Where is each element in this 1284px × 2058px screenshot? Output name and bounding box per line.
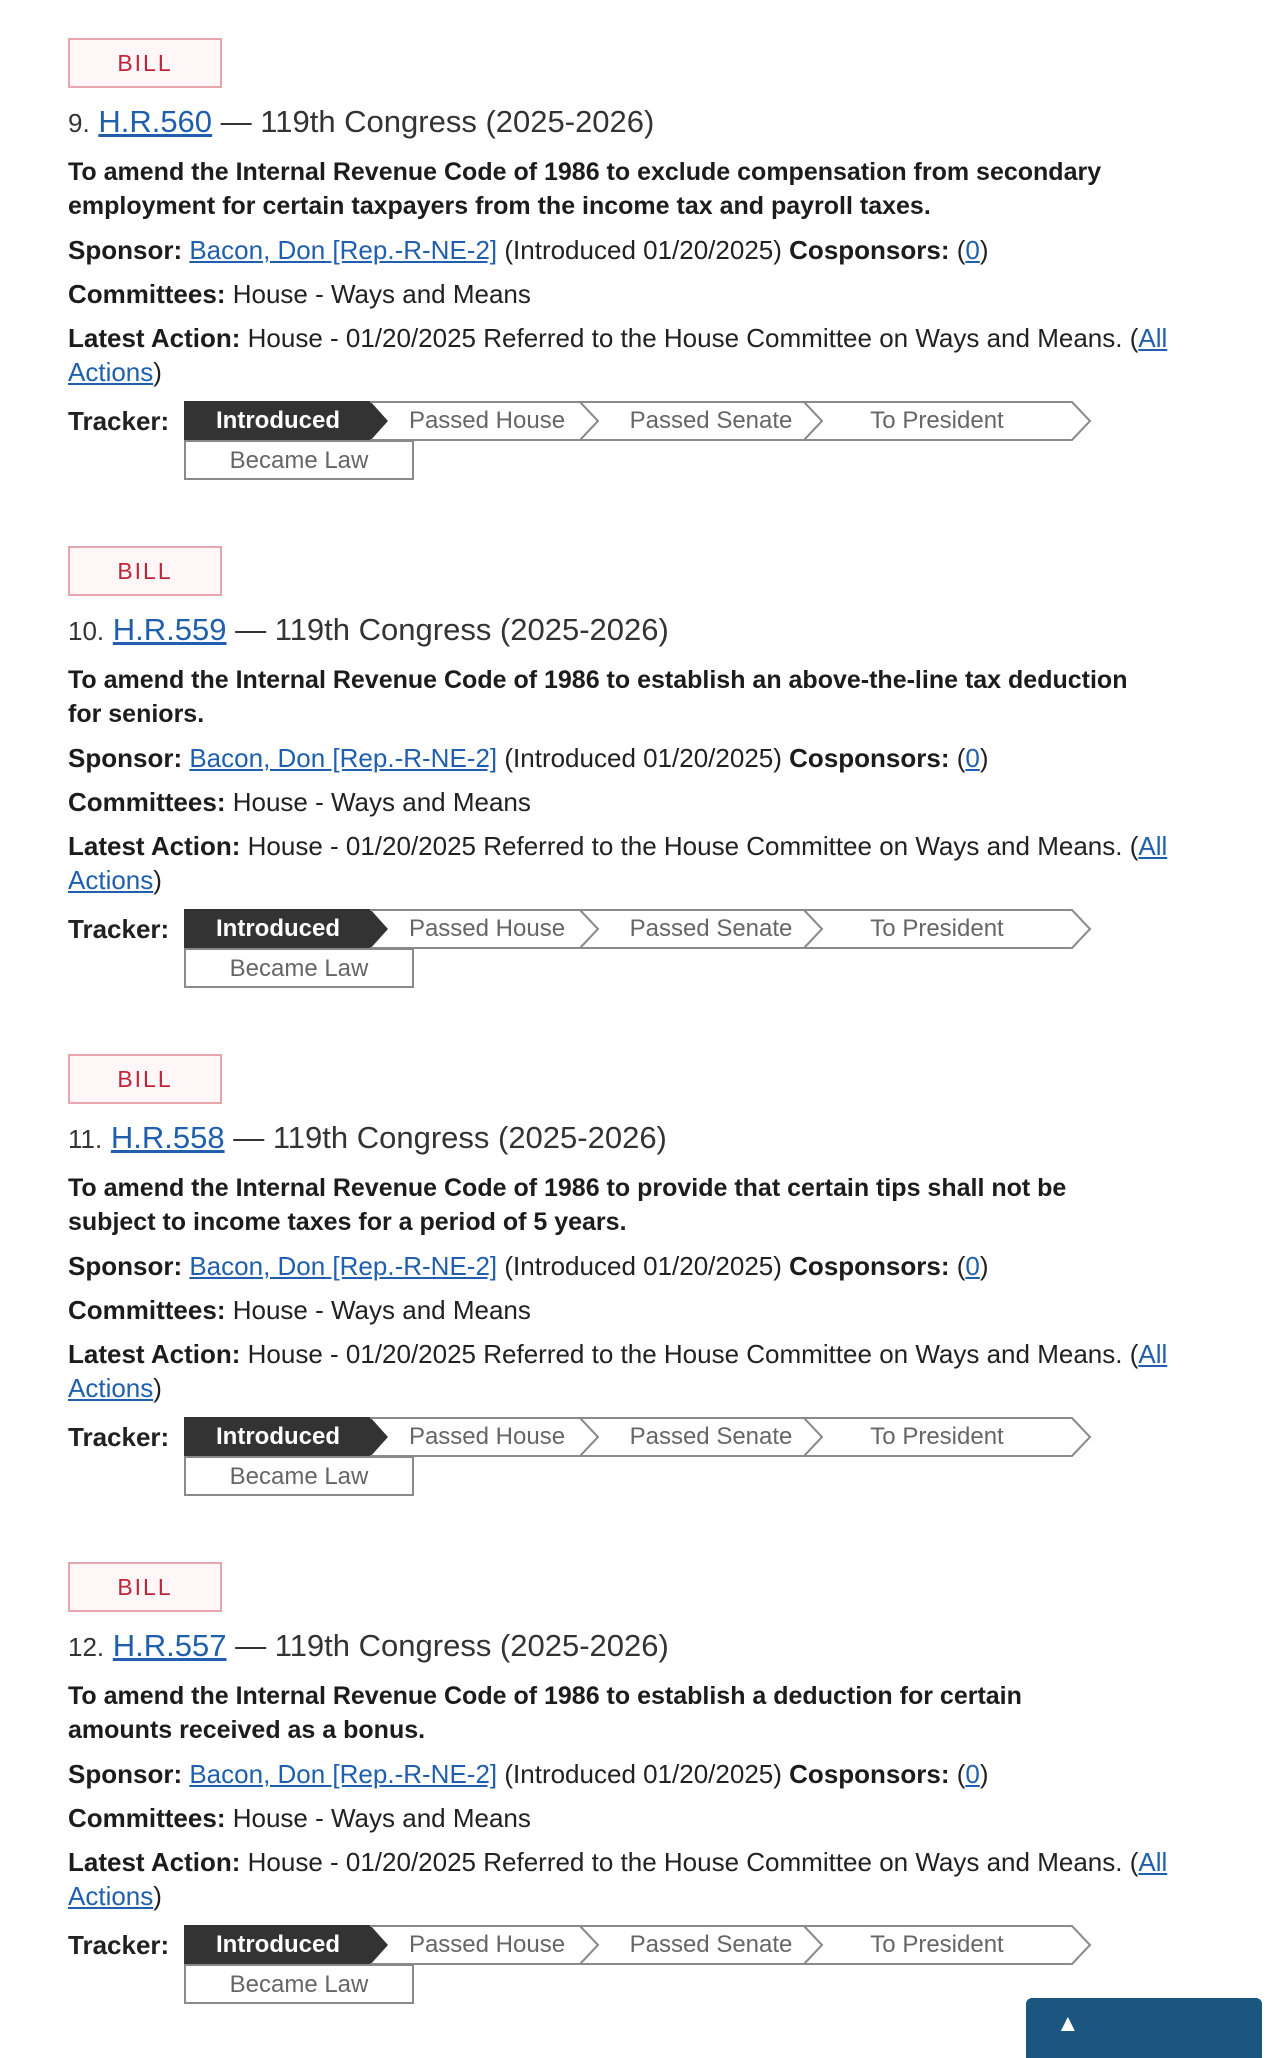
bill-type-badge: BILL xyxy=(68,38,222,88)
tracker-step-label-passed-senate: Passed Senate xyxy=(629,915,793,942)
tracker-steps xyxy=(184,909,1164,989)
bill-tracker xyxy=(68,1925,1218,2005)
bill-result-item xyxy=(68,38,1218,481)
tracker-step-label-to-president: To President xyxy=(870,1931,1004,1958)
introduced-date: (Introduced 01/20/2025) xyxy=(504,1251,782,1281)
bill-result-item xyxy=(68,546,1218,989)
result-number: 10. xyxy=(68,616,105,646)
tracker-label: Tracker: xyxy=(68,1422,170,1452)
bill-result-item xyxy=(68,1562,1218,2005)
latest-action-text: House - 01/20/2025 Referred to the House Committee on Ways and Means. xyxy=(247,1339,1123,1369)
cosponsors-count-link[interactable]: 0 xyxy=(965,235,980,265)
committees-value: House - Ways and Means xyxy=(232,787,531,817)
bill-type-badge: BILL xyxy=(68,1054,222,1104)
bill-heading xyxy=(68,610,1218,651)
committees-row xyxy=(68,277,1218,311)
latest-action-label: Latest Action: xyxy=(68,323,241,353)
bill-result-item xyxy=(68,1054,1218,1497)
tracker-step-label-to-president: To President xyxy=(870,915,1004,942)
all-actions-link[interactable]: All xyxy=(1138,831,1168,861)
bill-tracker xyxy=(68,401,1218,481)
latest-action-label: Latest Action: xyxy=(68,1339,241,1369)
all-actions-link[interactable]: Actions xyxy=(68,357,154,387)
cosponsors-count-link[interactable]: 0 xyxy=(965,743,980,773)
bill-heading xyxy=(68,102,1218,143)
sponsor-row: Sponsor: Bacon, Don [Rep.-R-NE-2] (Introduced 01/20/2025) Cosponsors: (0) xyxy=(68,1251,989,1281)
result-number: 9. xyxy=(68,108,90,138)
cosponsors-label: Cosponsors: xyxy=(789,743,950,773)
bill-title xyxy=(68,1171,1218,1239)
cosponsors-label: Cosponsors: xyxy=(789,1759,950,1789)
tracker-step-label-became-law: Became Law xyxy=(229,447,369,474)
sponsor-row: Sponsor: Bacon, Don [Rep.-R-NE-2] (Introduced 01/20/2025) Cosponsors: (0) xyxy=(68,1759,989,1789)
sponsor-row: Sponsor: Bacon, Don [Rep.-R-NE-2] (Introduced 01/20/2025) Cosponsors: (0) xyxy=(68,743,989,773)
tracker-steps xyxy=(184,1417,1164,1497)
sponsor-link[interactable]: Bacon, Don [Rep.-R-NE-2] xyxy=(189,1251,498,1281)
introduced-date: (Introduced 01/20/2025) xyxy=(504,1759,782,1789)
tracker-label: Tracker: xyxy=(68,406,170,436)
sponsor-label: Sponsor: xyxy=(68,1759,183,1789)
tracker-step-label-to-president: To President xyxy=(870,1423,1004,1450)
committees-row xyxy=(68,1293,1218,1327)
committees-value: House - Ways and Means xyxy=(232,279,531,309)
bill-number-link[interactable]: H.R.559 xyxy=(112,612,227,647)
introduced-date: (Introduced 01/20/2025) xyxy=(504,235,782,265)
sponsor-link[interactable]: Bacon, Don [Rep.-R-NE-2] xyxy=(189,743,498,773)
bill-title-line: subject to income taxes for a period of 5 years. xyxy=(68,1208,627,1236)
latest-action-row: Latest Action: House - 01/20/2025 Referred to the House Committee on Ways and Means. (All Actions) xyxy=(68,323,1168,387)
tracker-step-label-passed-senate: Passed Senate xyxy=(629,1931,793,1958)
all-actions-link[interactable]: All xyxy=(1138,1339,1168,1369)
bill-tracker xyxy=(68,1417,1218,1497)
tracker-step-label-introduced: Introduced xyxy=(216,1423,340,1450)
tracker-label: Tracker: xyxy=(68,914,170,944)
bill-title-line: To amend the Internal Revenue Code of 1986 to exclude compensation from secondary xyxy=(68,158,1102,186)
committees-row xyxy=(68,1801,1218,1835)
committees-value: House - Ways and Means xyxy=(232,1803,531,1833)
committees-label: Committees: xyxy=(68,1803,226,1833)
tracker-step-label-passed-senate: Passed Senate xyxy=(629,407,793,434)
committees-label: Committees: xyxy=(68,1295,226,1325)
all-actions-link[interactable]: Actions xyxy=(68,1373,154,1403)
cosponsors-label: Cosponsors: xyxy=(789,1251,950,1281)
result-number: 11. xyxy=(68,1124,103,1154)
sponsor-label: Sponsor: xyxy=(68,235,183,265)
bill-tracker xyxy=(68,909,1218,989)
bill-title-line: amounts received as a bonus. xyxy=(68,1716,426,1744)
tracker-steps xyxy=(184,401,1164,481)
bill-type-badge: BILL xyxy=(68,1562,222,1612)
all-actions-link[interactable]: Actions xyxy=(68,865,154,895)
cosponsors-count-link[interactable]: 0 xyxy=(965,1251,980,1281)
sponsor-row: Sponsor: Bacon, Don [Rep.-R-NE-2] (Introduced 01/20/2025) Cosponsors: (0) xyxy=(68,235,989,265)
tracker-step-label-introduced: Introduced xyxy=(216,407,340,434)
bill-heading xyxy=(68,1118,1218,1159)
sponsor-link[interactable]: Bacon, Don [Rep.-R-NE-2] xyxy=(189,1759,498,1789)
latest-action-text: House - 01/20/2025 Referred to the House Committee on Ways and Means. xyxy=(247,323,1123,353)
committees-value: House - Ways and Means xyxy=(232,1295,531,1325)
tracker-step-label-passed-senate: Passed Senate xyxy=(629,1423,793,1450)
bill-title xyxy=(68,155,1218,223)
latest-action-row: Latest Action: House - 01/20/2025 Referred to the House Committee on Ways and Means. (All Actions) xyxy=(68,1847,1168,1911)
tracker-step-label-passed-house: Passed House xyxy=(408,407,566,434)
introduced-date: (Introduced 01/20/2025) xyxy=(504,743,782,773)
tracker-step-label-to-president: To President xyxy=(870,407,1004,434)
bill-title xyxy=(68,1679,1218,1747)
congress-session: — 119th Congress (2025-2026) xyxy=(220,104,655,139)
all-actions-link[interactable]: All xyxy=(1138,1847,1168,1877)
tracker-step-label-became-law: Became Law xyxy=(229,1463,369,1490)
tracker-step-label-became-law: Became Law xyxy=(229,1971,369,1998)
committees-row xyxy=(68,785,1218,819)
congress-session: — 119th Congress (2025-2026) xyxy=(233,1120,667,1155)
tracker-label: Tracker: xyxy=(68,1930,170,1960)
cosponsors-label: Cosponsors: xyxy=(789,235,950,265)
bill-title-line: for seniors. xyxy=(68,700,205,728)
result-number: 12. xyxy=(68,1632,105,1662)
bill-title-line: To amend the Internal Revenue Code of 1986 to establish an above-the-line tax deduction xyxy=(68,666,1128,694)
latest-action-row: Latest Action: House - 01/20/2025 Referred to the House Committee on Ways and Means. (All Actions) xyxy=(68,831,1168,895)
latest-action-label: Latest Action: xyxy=(68,831,241,861)
sponsor-link[interactable]: Bacon, Don [Rep.-R-NE-2] xyxy=(189,235,498,265)
latest-action-text: House - 01/20/2025 Referred to the House Committee on Ways and Means. xyxy=(247,1847,1123,1877)
latest-action-label: Latest Action: xyxy=(68,1847,241,1877)
sponsor-label: Sponsor: xyxy=(68,743,183,773)
bill-title-line: To amend the Internal Revenue Code of 1986 to establish a deduction for certain xyxy=(68,1682,1022,1710)
tracker-steps xyxy=(184,1925,1164,2005)
sponsor-label: Sponsor: xyxy=(68,1251,183,1281)
latest-action-row: Latest Action: House - 01/20/2025 Referred to the House Committee on Ways and Means. (All Actions) xyxy=(68,1339,1168,1403)
bill-number-link[interactable]: H.R.557 xyxy=(112,1628,227,1663)
latest-action-text: House - 01/20/2025 Referred to the House Committee on Ways and Means. xyxy=(247,831,1123,861)
congress-session: — 119th Congress (2025-2026) xyxy=(235,1628,669,1663)
back-to-top-button[interactable] xyxy=(1026,1998,1262,2058)
bill-title-line: employment for certain taxpayers from the income tax and payroll taxes. xyxy=(68,192,931,220)
bill-number-link[interactable]: H.R.560 xyxy=(98,104,213,139)
cosponsors-count-link[interactable]: 0 xyxy=(965,1759,980,1789)
tracker-step-label-passed-house: Passed House xyxy=(408,1423,566,1450)
all-actions-link[interactable]: Actions xyxy=(68,1881,154,1911)
committees-label: Committees: xyxy=(68,279,226,309)
tracker-step-label-passed-house: Passed House xyxy=(408,915,566,942)
bill-title xyxy=(68,663,1218,731)
tracker-step-label-introduced: Introduced xyxy=(216,915,340,942)
bill-type-badge: BILL xyxy=(68,546,222,596)
bill-heading xyxy=(68,1626,1218,1667)
congress-session: — 119th Congress (2025-2026) xyxy=(235,612,669,647)
bill-title-line: To amend the Internal Revenue Code of 1986 to provide that certain tips shall not be xyxy=(68,1174,1067,1202)
committees-label: Committees: xyxy=(68,787,226,817)
tracker-step-label-introduced: Introduced xyxy=(216,1931,340,1958)
bill-number-link[interactable]: H.R.558 xyxy=(110,1120,225,1155)
arrow-up-icon: ▲ xyxy=(1056,2010,1080,2037)
tracker-step-label-became-law: Became Law xyxy=(229,955,369,982)
tracker-step-label-passed-house: Passed House xyxy=(408,1931,566,1958)
all-actions-link[interactable]: All xyxy=(1138,323,1168,353)
